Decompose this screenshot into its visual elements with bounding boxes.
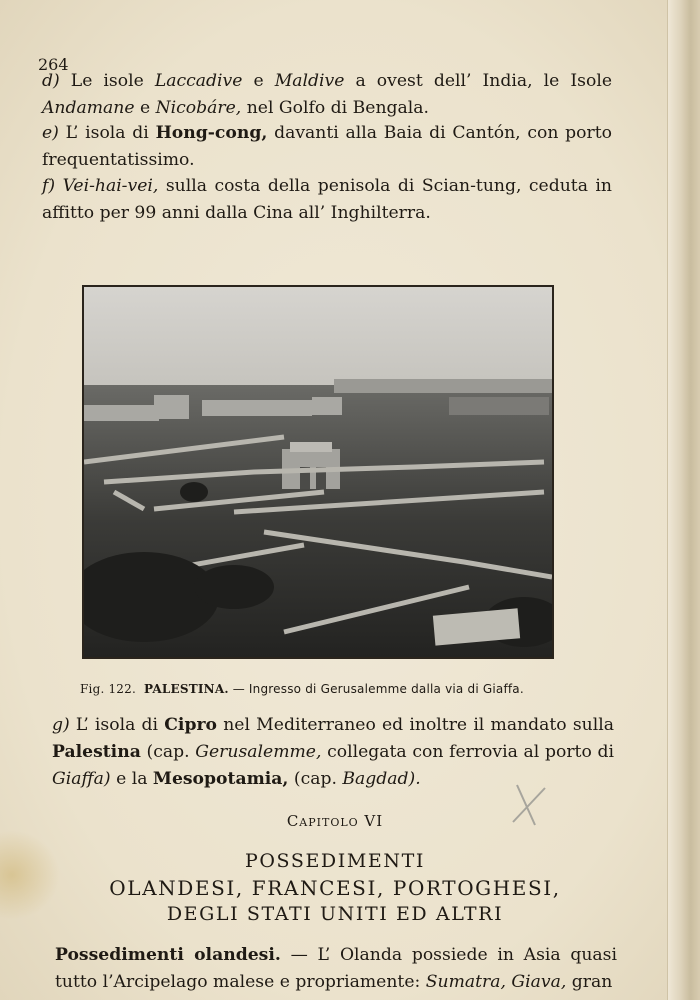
item-f-seg-1: Vei-hai-vei, bbox=[62, 176, 159, 196]
item-f-paragraph bbox=[42, 173, 612, 227]
item-d-seg-4: a ovest dell’ India, le Isole bbox=[344, 71, 612, 91]
item-d-seg-6: e bbox=[134, 98, 156, 118]
item-d-seg-0: Le isole bbox=[59, 71, 155, 91]
photo-landscape-illustration bbox=[84, 287, 552, 657]
item-g-seg-0: L’ isola di bbox=[69, 715, 165, 735]
item-g-seg-8: e la bbox=[110, 769, 153, 789]
item-f-marker: f) bbox=[42, 176, 56, 196]
item-d-seg-2: e bbox=[242, 71, 275, 91]
item-d-seg-8: nel Golfo di Bengala. bbox=[241, 98, 429, 118]
section-paragraph bbox=[55, 942, 617, 996]
item-g-seg-5: Gerusalemme, bbox=[195, 742, 322, 762]
item-g-seg-2: nel Mediterraneo ed inoltre il mandato sulla bbox=[217, 715, 614, 735]
figure-caption-text: — Ingresso di Gerusalemme dalla via di Giaffa. bbox=[232, 682, 524, 696]
page-edge bbox=[667, 0, 700, 1000]
item-d-seg-5: Andamane bbox=[42, 98, 135, 118]
item-e-marker: e) bbox=[42, 123, 59, 143]
item-g-seg-7: Giaffa) bbox=[52, 769, 111, 789]
item-d-marker: d) bbox=[42, 71, 60, 91]
page-number: 264 bbox=[38, 55, 69, 74]
section-seg-1: Sumatra, Giava, bbox=[425, 972, 567, 992]
figure-place: PALESTINA. bbox=[144, 682, 229, 696]
item-g-seg-4: (cap. bbox=[140, 742, 196, 762]
chapter-title-line-3: DEGLI STATI UNITI ED ALTRI bbox=[166, 903, 504, 925]
figure-number: Fig. 122. bbox=[80, 682, 136, 696]
figure-photo bbox=[82, 285, 554, 659]
section-seg-0: — L’ Olanda possiede in Asia quasi tutto l’Arcipelago malese e propriamente: bbox=[55, 945, 617, 992]
item-g-seg-1: Cipro bbox=[164, 715, 217, 735]
item-d-seg-3: Maldive bbox=[274, 71, 345, 91]
section-seg-2: gran bbox=[566, 972, 613, 992]
chapter-title-line-2: OLANDESI, FRANCESI, PORTOGHESI, bbox=[109, 876, 561, 900]
item-e-seg-2: davanti alla Baia di Cantón, con porto frequentatissimo. bbox=[42, 123, 613, 170]
item-g-seg-6: collegata con ferrovia al porto di bbox=[321, 742, 614, 762]
item-g-seg-3: Palestina bbox=[52, 742, 141, 762]
section-heading: Possedimenti olandesi. bbox=[55, 945, 281, 965]
item-e-seg-1: Hong-cong, bbox=[155, 123, 268, 143]
item-f-seg-0 bbox=[55, 176, 62, 196]
item-e-seg-0: L’ isola di bbox=[58, 123, 156, 143]
item-d-paragraph bbox=[42, 68, 612, 122]
item-d-seg-1: Laccadive bbox=[154, 71, 243, 91]
item-g-seg-11: Bagdad). bbox=[342, 769, 421, 789]
figure-caption bbox=[80, 682, 620, 696]
item-g-marker: g) bbox=[52, 715, 70, 735]
item-g-seg-9: Mesopotamia, bbox=[152, 769, 289, 789]
photo-distant-sea bbox=[334, 379, 552, 393]
item-f-seg-2: sulla costa della penisola di Scian-tung, ceduta in affitto per 99 anni dalla Cina all’ Inghilterra. bbox=[42, 176, 612, 223]
photo-central-building bbox=[282, 442, 340, 489]
item-e-paragraph bbox=[42, 120, 612, 174]
item-d-seg-7: Nicobáre, bbox=[155, 98, 242, 118]
chapter-title-line-1: POSSEDIMENTI bbox=[245, 850, 425, 872]
item-g-seg-10: (cap. bbox=[288, 769, 343, 789]
chapter-label: Capitolo VI bbox=[286, 812, 384, 830]
